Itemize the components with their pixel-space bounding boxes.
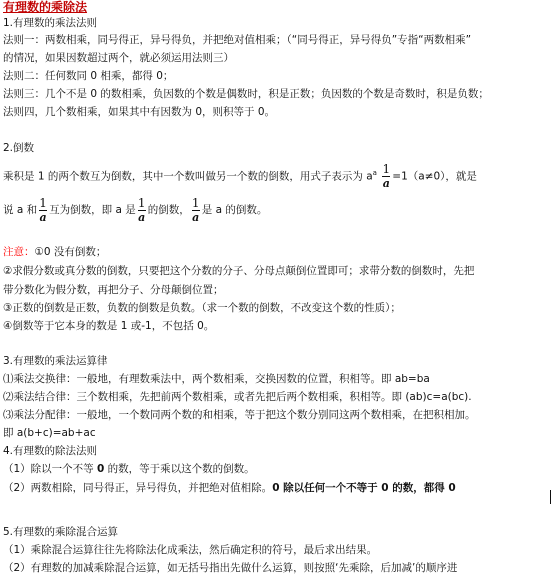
mixed-operation-1: （1）乘除混合运算往往先将除法化成乘法，然后确定积的符号，最后求出结果。 [3, 544, 378, 556]
fraction-numerator: 1 [191, 195, 200, 210]
fraction-numerator: 1 [382, 162, 391, 176]
section-4-heading: 4.有理数的除法法则 [3, 445, 98, 457]
fraction-one-over-a [192, 197, 200, 224]
division-rule-2-text: （2）两数相除，同号得正，异号得负，并把绝对值相除。 [3, 482, 273, 494]
page-title: 有理数的乘除法 [3, 0, 88, 14]
note-1 [3, 245, 106, 259]
superscript-a: a [372, 169, 377, 177]
text-cursor [550, 490, 551, 504]
division-rule-1 [3, 462, 255, 476]
mixed-operation-2: （2）有理数的加减乘除混合运算，如无括号指出先做什么运算，则按照‘先乘除，后加减’的顺序进 [3, 562, 458, 574]
reciprocal-text-5: 的倒数， [147, 204, 190, 216]
division-rule-1-zero: 0 [97, 463, 105, 475]
note-2-line-1: ②求假分数或真分数的倒数，只要把这个分数的分子、分母点颠倒位置即可；求带分数的倒数时，先把 [3, 265, 475, 277]
section-5-heading: 5.有理数的乘除混合运算 [3, 526, 119, 538]
distributive-law: ⑶乘法分配律：一般地，一个数同两个数的和相乘，等于把这个数分别同这两个数相乘，在把积相加。 [3, 409, 476, 421]
division-rule-1-text: （1）除以一个不等 [3, 463, 98, 475]
division-rule-2-zero-clause: 0 除以任何一个不等于 0 的数，都得 0 [272, 482, 456, 494]
rule-3: 法则三：几个不是 0 的数相乘，负因数的个数是偶数时，积是正数；负因数的个数是奇数时，积是负数； [3, 88, 489, 100]
section-1-heading: 1.有理数的乘法法则 [3, 17, 98, 29]
reciprocal-text-1: 乘积是 1 的两个数互为倒数，其中一个数叫做另一个数的倒数，用式子表示为 a [3, 170, 373, 183]
rule-2: 法则二：任何数同 0 相乘，都得 0； [3, 70, 174, 82]
fraction-denominator: a [192, 210, 200, 224]
rule-1-line-1: 法则一：两数相乘，同号得正，异号得负，并把绝对值相乘；（“同号得正，异号得负”专指“两数相乘” [3, 34, 472, 46]
fraction-denominator: a [138, 210, 146, 224]
division-rule-1-text-end: 的数，等于乘以这个数的倒数。 [104, 463, 255, 475]
section-3-heading: 3.有理数的乘法运算律 [3, 355, 108, 367]
fraction-denominator: a [382, 177, 390, 190]
rule-4: 法则四，几个数相乘，如果其中有因数为 0，则积等于 0。 [3, 106, 276, 118]
reciprocal-definition-line-2 [3, 194, 267, 226]
commutative-law: ⑴乘法交换律：一般地，有理数乘法中，两个数相乘，交换因数的位置，积相等。即 ab=ba [3, 373, 430, 385]
fraction-one-over-a [382, 163, 390, 190]
fraction-denominator: a [39, 210, 47, 224]
associative-law: ⑵乘法结合律：三个数相乘，先把前两个数相乘，或者先把后两个数相乘，积相等。即 (ab)c=a(bc). [3, 391, 472, 403]
reciprocal-text-2: =1（a≠0），就是 [392, 170, 477, 183]
reciprocal-definition-line-1 [3, 157, 477, 193]
note-4: ④倒数等于它本身的数是 1 或-1，不包括 0。 [3, 320, 215, 332]
reciprocal-text-3: 说 a 和 [3, 204, 38, 216]
reciprocal-text-6: 是 a 的倒数。 [201, 204, 268, 216]
rule-1-line-2: 的情况，如果因数超过两个，就必须运用法则三） [3, 52, 234, 64]
note-3: ③正数的倒数是正数，负数的倒数是负数。（求一个数的倒数，不改变这个数的性质）； [3, 302, 401, 314]
section-2-heading: 2.倒数 [3, 142, 35, 154]
reciprocal-text-4: 互为倒数，即 a 是 [49, 204, 136, 216]
distributive-law-formula: 即 a(b+c)=ab+ac [3, 427, 96, 439]
fraction-one-over-a [138, 197, 146, 224]
note-2-line-2: 带分数化为假分数，再把分子、分母颠倒位置； [3, 284, 224, 296]
division-rule-2 [3, 481, 456, 495]
fraction-one-over-a [39, 197, 47, 224]
note-label: 注意： [3, 246, 35, 258]
fraction-numerator: 1 [137, 195, 146, 210]
fraction-numerator: 1 [39, 195, 47, 210]
note-1-text: ①0 没有倒数； [34, 246, 107, 258]
